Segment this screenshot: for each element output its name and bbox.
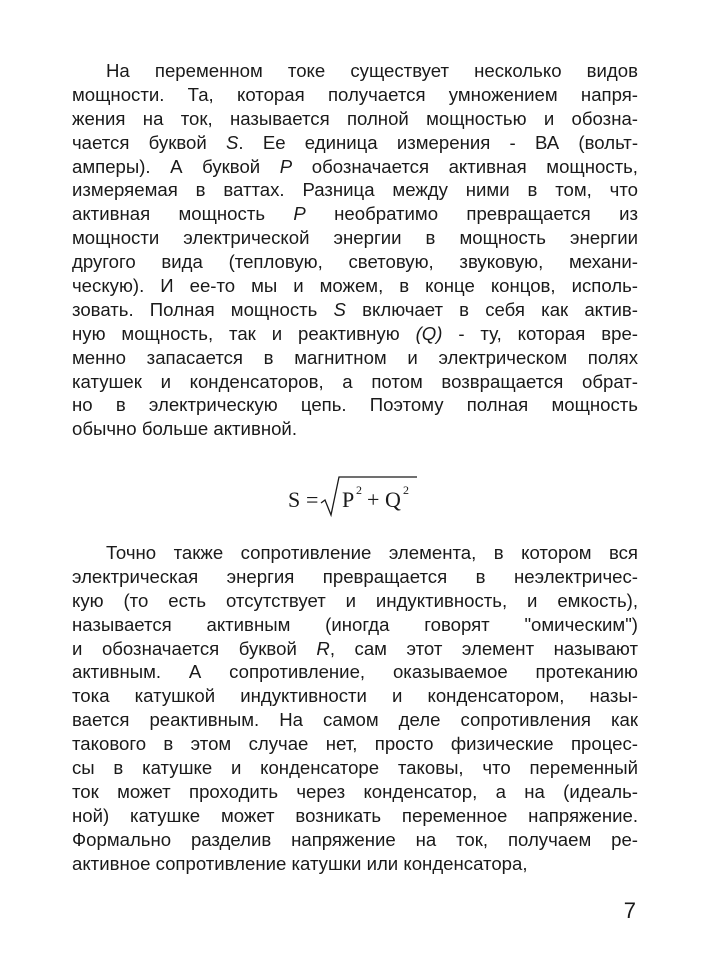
text-line bbox=[72, 565, 638, 589]
formula-plus: + bbox=[366, 487, 379, 512]
formula-exponent-q: 2 bbox=[402, 483, 409, 497]
text-run: , сам этот элемент называют bbox=[329, 637, 638, 659]
text-line bbox=[72, 417, 638, 441]
text-line bbox=[72, 131, 638, 155]
text-line bbox=[72, 107, 638, 131]
text-line bbox=[72, 393, 638, 417]
text-run: чается буквой bbox=[72, 131, 226, 153]
text-run: мощности электрической энергии в мощность энергии bbox=[72, 227, 638, 249]
text-run: тока катушкой индуктивности и конденсатором, назы- bbox=[72, 685, 638, 707]
text-line bbox=[72, 828, 638, 852]
formula-term-q: Q bbox=[384, 487, 401, 512]
text-run: и обозначается буквой bbox=[72, 637, 317, 659]
formula-exponent-p: 2 bbox=[355, 483, 362, 497]
text-run: . Ее единица измерения - ВА (вольт- bbox=[238, 131, 638, 153]
text-run: амперы). А буквой bbox=[72, 155, 280, 177]
text-run: обычно больше активной. bbox=[72, 418, 297, 440]
text-run: жения на ток, называется полной мощностью и обозна- bbox=[72, 107, 638, 129]
text-run: другого вида (тепловую, световую, звуковую, механи- bbox=[72, 251, 638, 273]
text-line bbox=[72, 780, 638, 804]
text-line bbox=[72, 852, 638, 876]
text-line bbox=[72, 178, 638, 202]
paragraph-active-power bbox=[72, 59, 638, 441]
text-line bbox=[72, 660, 638, 684]
text-run: ную мощность, так и реактивную bbox=[72, 322, 416, 344]
text-line bbox=[72, 59, 638, 83]
text-run: электрическая энергия превращается в неэлектричес- bbox=[72, 565, 638, 587]
text-line bbox=[72, 541, 638, 565]
text-run: кую (то есть отсутствует и индуктивность, и емкость), bbox=[72, 589, 638, 611]
text-line bbox=[72, 756, 638, 780]
italic-symbol: (Q) bbox=[415, 322, 443, 344]
text-run: менно запасается в магнитном и электрическом полях bbox=[72, 346, 638, 368]
apparent-power-formula bbox=[0, 473, 709, 521]
text-line bbox=[72, 250, 638, 274]
italic-symbol: S bbox=[333, 298, 346, 320]
formula-lhs: S bbox=[287, 487, 300, 512]
text-line bbox=[72, 732, 638, 756]
paragraph-reactive-resistance bbox=[72, 541, 638, 875]
text-run: активное сопротивление катушки или конденсатора, bbox=[72, 852, 528, 874]
text-line bbox=[72, 370, 638, 394]
text-run: Формально разделив напряжение на ток, получаем ре- bbox=[72, 828, 638, 850]
text-line bbox=[72, 804, 638, 828]
text-run: активная мощность bbox=[72, 203, 294, 225]
text-run: - ту, которая вре- bbox=[442, 322, 638, 344]
text-line bbox=[72, 613, 638, 637]
text-run: такового в этом случае нет, просто физические процес- bbox=[72, 733, 638, 755]
text-run: обозначается активная мощность, bbox=[292, 155, 638, 177]
text-line bbox=[72, 155, 638, 179]
italic-symbol: P bbox=[279, 155, 293, 177]
italic-symbol: P bbox=[293, 203, 306, 225]
text-run: активным. А сопротивление, оказываемое протеканию bbox=[72, 661, 638, 683]
formula-term-p: P bbox=[341, 487, 354, 512]
text-line bbox=[72, 226, 638, 250]
text-run: ной) катушке может возникать переменное напряжение. bbox=[72, 804, 638, 826]
italic-symbol: R bbox=[316, 637, 330, 659]
text-run: вается реактивным. На самом деле сопротивления как bbox=[72, 709, 638, 731]
text-line bbox=[72, 322, 638, 346]
text-line bbox=[72, 346, 638, 370]
text-run: необратимо превращается из bbox=[305, 203, 638, 225]
text-run: сы в катушке и конденсаторе таковы, что переменный bbox=[72, 757, 638, 779]
formula-svg bbox=[285, 473, 425, 521]
text-run: ческую). И ее-то мы и можем, в конце концов, исполь- bbox=[72, 275, 638, 297]
text-line bbox=[72, 708, 638, 732]
text-run: измеряемая в ваттах. Разница между ними в том, что bbox=[72, 179, 638, 201]
text-line bbox=[72, 202, 638, 226]
text-run: но в электрическую цепь. Поэтому полная мощность bbox=[72, 394, 638, 416]
text-line bbox=[72, 298, 638, 322]
text-line bbox=[72, 589, 638, 613]
text-run: ток может проходить через конденсатор, а на (идеаль- bbox=[72, 780, 638, 802]
text-run: Точно также сопротивление элемента, в котором вся bbox=[106, 542, 638, 563]
text-run: катушек и конденсаторов, а потом возвращается обрат- bbox=[72, 370, 638, 392]
text-line bbox=[72, 684, 638, 708]
text-run: включает в себя как актив- bbox=[345, 298, 638, 320]
italic-symbol: S bbox=[226, 131, 239, 153]
text-run: зовать. Полная мощность bbox=[72, 298, 334, 320]
formula-equals: = bbox=[305, 487, 318, 512]
text-line bbox=[72, 637, 638, 661]
page-number: 7 bbox=[623, 898, 636, 923]
text-run: называется активным (иногда говорят "омическим") bbox=[72, 613, 638, 635]
text-line bbox=[72, 83, 638, 107]
text-run: мощности. Та, которая получается умножением напря- bbox=[72, 83, 638, 105]
text-line bbox=[72, 274, 638, 298]
text-run: На переменном токе существует несколько видов bbox=[106, 60, 638, 81]
